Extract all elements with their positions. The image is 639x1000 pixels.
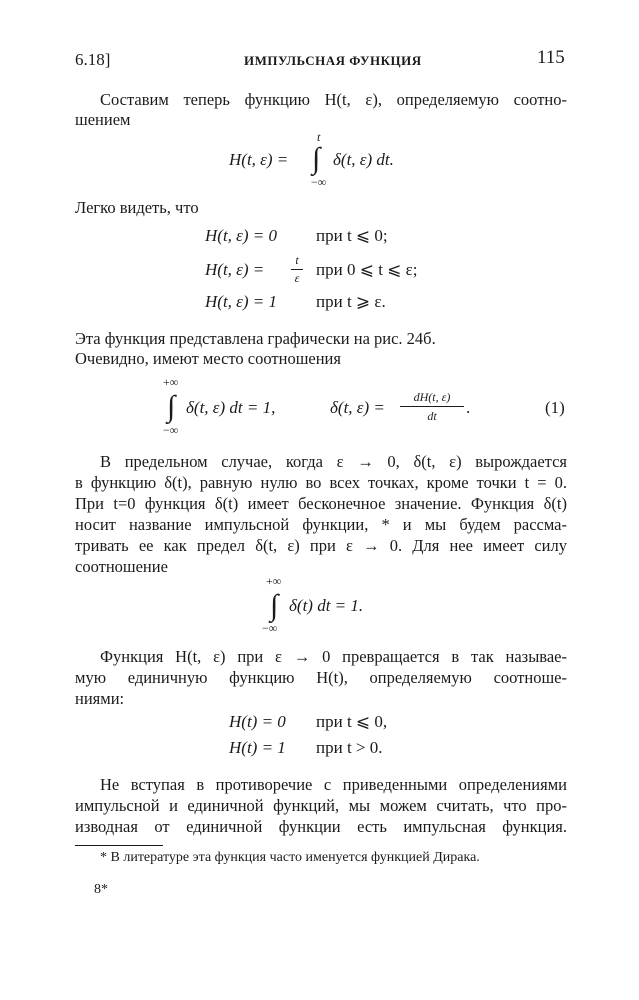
paragraph-line: импульсной и единичной функций, мы можем считать, что про- — [75, 796, 567, 815]
paragraph-line: соотношение — [75, 557, 168, 576]
signature-mark: 8* — [94, 882, 108, 897]
paragraph-line: тривать ее как предел δ(t, ε) при ε → 0. Для нее имеет силу — [75, 536, 567, 555]
paragraph-line: В предельном случае, когда ε → 0, δ(t, ε) вырождается — [100, 452, 567, 471]
paragraph-line: шением — [75, 110, 131, 129]
paragraph-line: в функцию δ(t), равную нулю во всех точках, кроме точки t = 0. — [75, 473, 567, 492]
page-number: 115 — [537, 47, 565, 68]
paragraph-line: носит название импульсной функции, * и мы будем рассма- — [75, 515, 567, 534]
paragraph-line: Очевидно, имеют место соотношения — [75, 349, 341, 368]
paragraph-line: ниями: — [75, 689, 125, 708]
paragraph-line: Составим теперь функцию H(t, ε), определяемую соотно- — [100, 90, 567, 109]
paragraph-line: Легко видеть, что — [75, 198, 199, 217]
running-title: ИМПУЛЬСНАЯ ФУНКЦИЯ — [244, 53, 422, 68]
paragraph-line: Не вступая в противоречие с приведенными определениями — [100, 775, 567, 794]
paragraph-line: Функция H(t, ε) при ε → 0 превращается в так называе- — [100, 647, 567, 666]
paragraph-line: изводная от единичной функции есть импульсная функция. — [75, 817, 567, 836]
footnote-rule — [75, 845, 163, 846]
paragraph-line: Эта функция представлена графически на рис. 24б. — [75, 329, 436, 348]
equation-number: (1) — [545, 398, 565, 417]
section-number: 6.18] — [75, 50, 111, 69]
paragraph-line: При t=0 функция δ(t) имеет бесконечное значение. Функция δ(t) — [75, 494, 567, 513]
paragraph-line: мую единичную функцию H(t), определяемую соотноше- — [75, 668, 567, 687]
footnote: * В литературе эта функция часто именуется функцией Дирака. — [100, 850, 480, 865]
